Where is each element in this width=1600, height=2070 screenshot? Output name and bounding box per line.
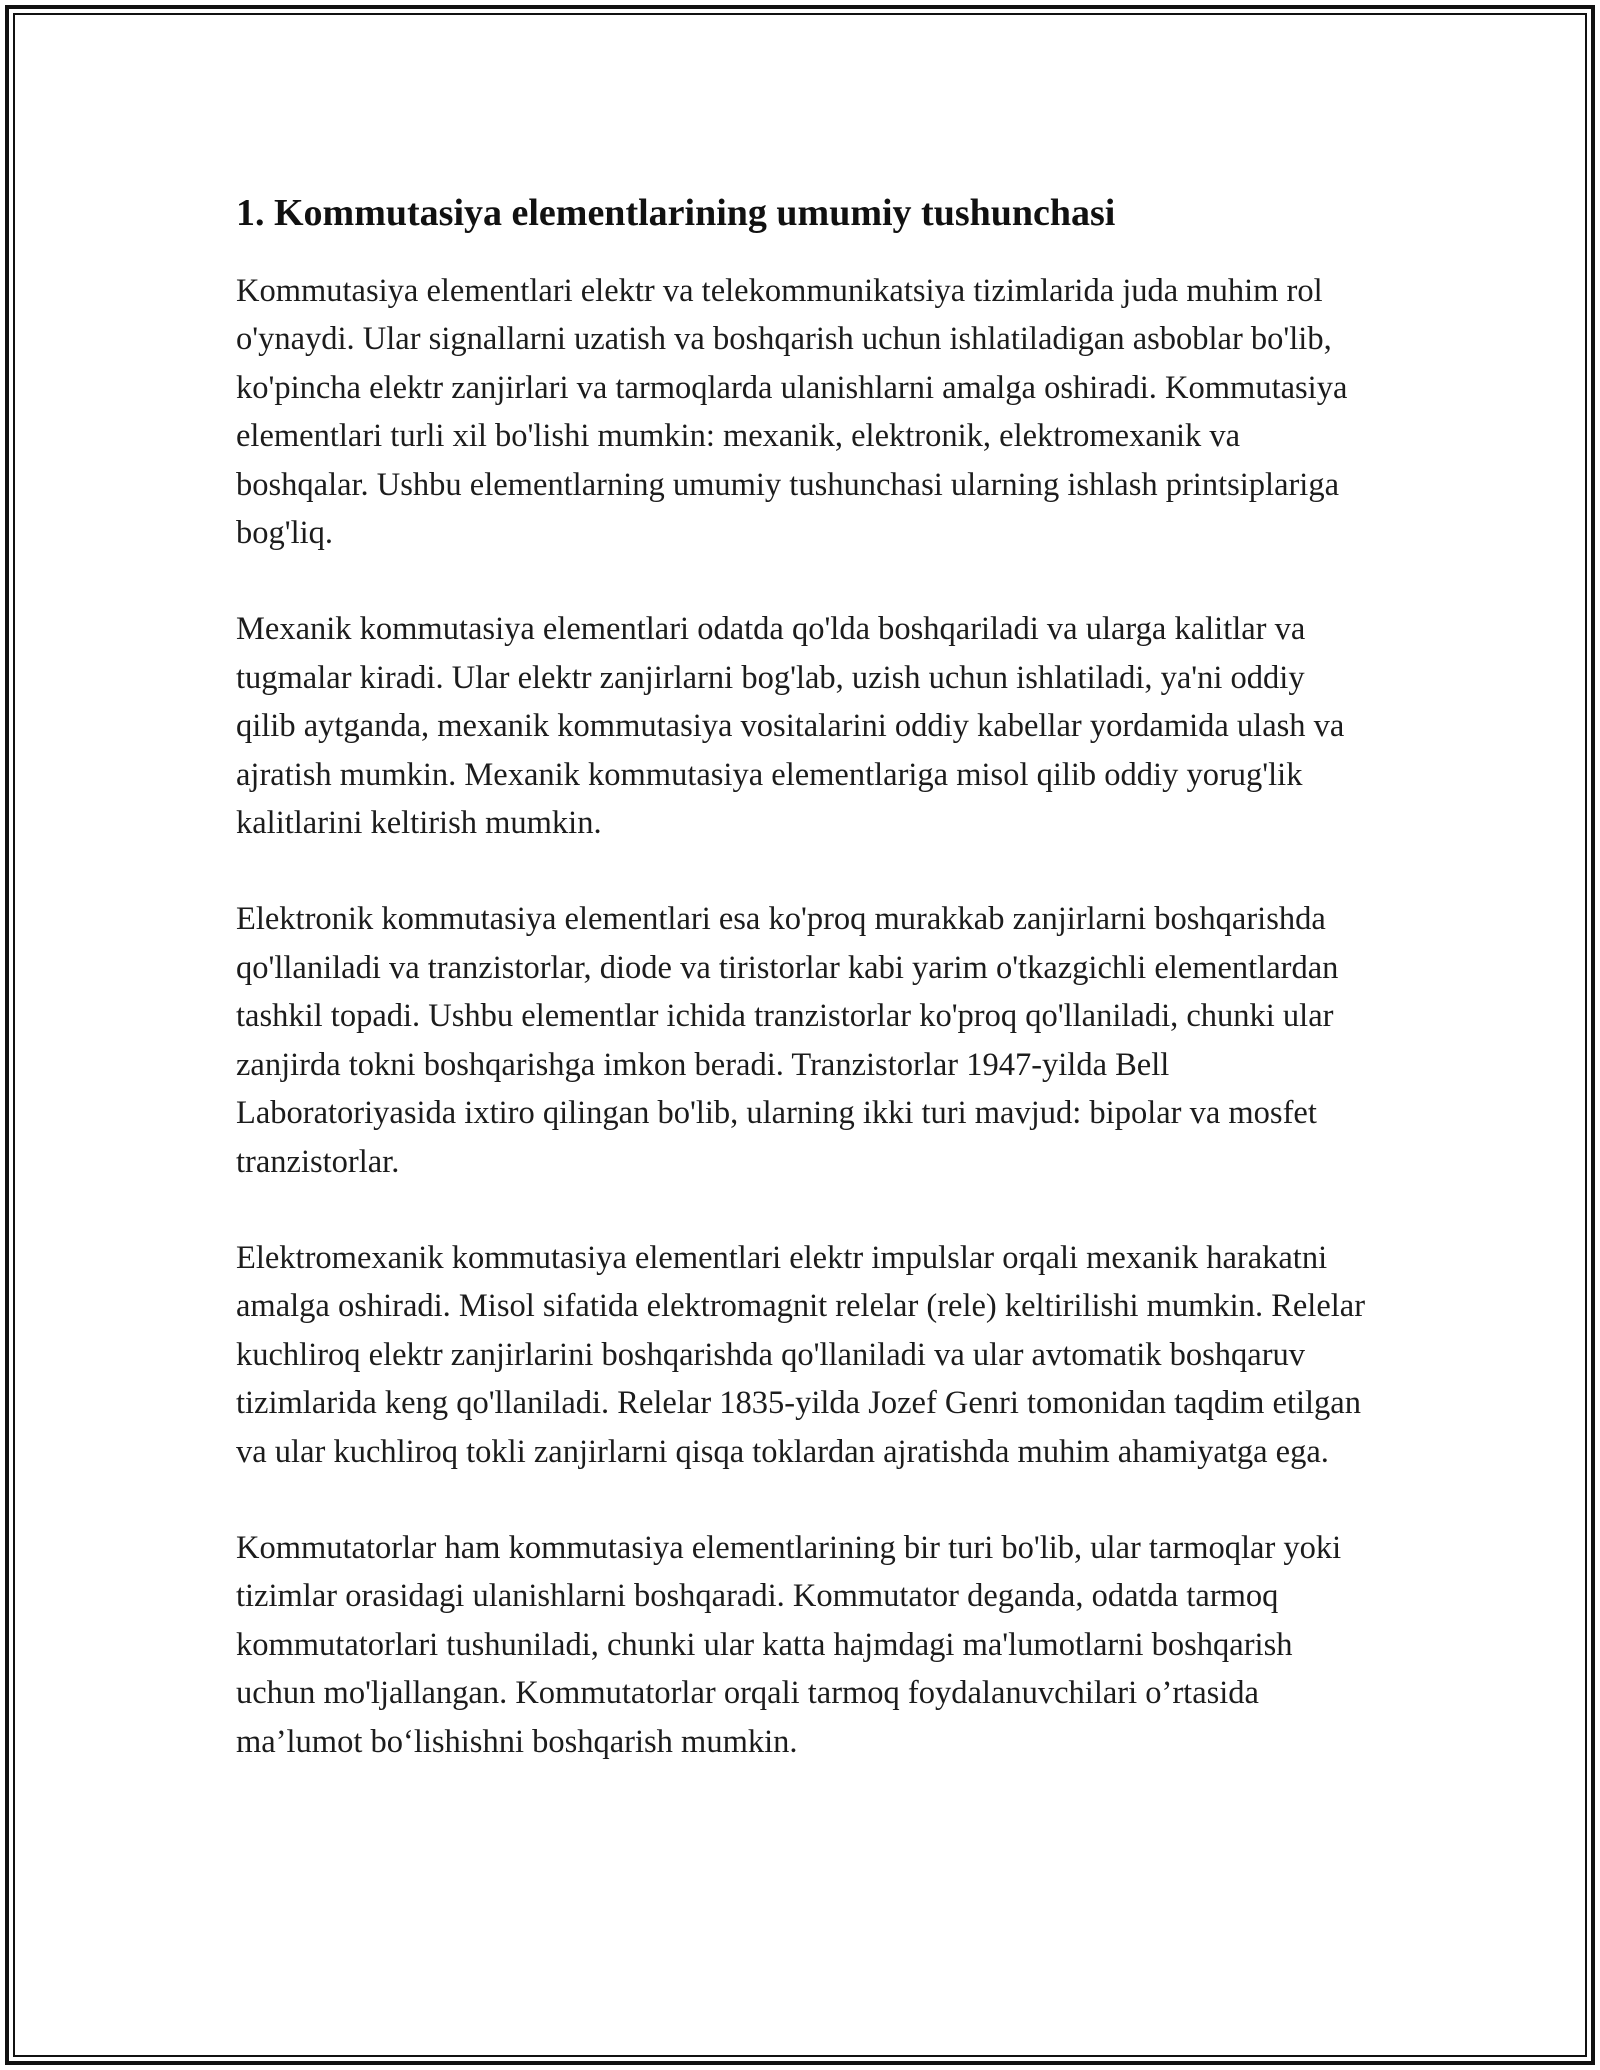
paragraph-electromechanical: Elektromexanik kommutasiya elementlari elektr impulslar orqali mexanik harakatni amalga oshiradi. Misol sifatida elektromagnit relelar (rele) keltirilishi mumkin. Relelar kuchliroq elektr zanjirlarini boshqarishda qo'llaniladi va ular avtomatik boshqaruv tizimlarida keng qo'llaniladi. Relelar 1835-yilda Jozef Genri tomonidan taqdim etilgan va ular kuchliroq tokli zanjirlarni qisqa toklardan ajratishda muhim ahamiyatga ega. <box>236 1239 1366 1470</box>
paragraph-switches: Kommutatorlar ham kommutasiya elementlarining bir turi bo'lib, ular tarmoqlar yoki tizimlar orasidagi ulanishlarni boshqaradi. Kommutator deganda, odatda tarmoq kommutatorlari tushuniladi, chunki ular katta hajmdagi ma'lumotlarni boshqarish uchun mo'ljallangan. Kommutatorlar orqali tarmoq foydalanuvchilari o’rtasida ma’lumot bo‘lishishni boshqarish mumkin. <box>236 1529 1342 1760</box>
section-title: 1. Kommutasiya elementlarining umumiy tushunchasi <box>236 192 1116 234</box>
paragraph-mechanical: Mexanik kommutasiya elementlari odatda qo'lda boshqariladi va ularga kalitlar va tugmalar kiradi. Ular elektr zanjirlarni bog'lab, uzish uchun ishlatiladi, ya'ni oddiy qilib aytganda, mexanik kommutasiya vositalarini oddiy kabellar yordamida ulash va ajratish mumkin. Mexanik kommutasiya elementlariga misol qilib oddiy yorug'lik kalitlarini keltirish mumkin. <box>236 611 1345 842</box>
paragraph-intro: Kommutasiya elementlari elektr va telekommunikatsiya tizimlarida juda muhim rol o'ynaydi. Ular signallarni uzatish va boshqarish uchun ishlatiladigan asboblar bo'lib, ko'pincha elektr zanjirlari va tarmoqlarda ulanishlarni amalga oshiradi. Kommutasiya elementlari turli xil bo'lishi mumkin: mexanik, elektronik, elektromexanik va boshqalar. Ushbu elementlarning umumiy tushunchasi ularning ishlash printsiplariga bog'liq. <box>236 273 1348 552</box>
document-page <box>236 185 1366 1766</box>
paragraph-electronic: Elektronik kommutasiya elementlari esa ko'proq murakkab zanjirlarni boshqarishda qo'llaniladi va tranzistorlar, diode va tiristorlar kabi yarim o'tkazgichli elementlardan tashkil topadi. Ushbu elementlar ichida tranzistorlar ko'proq qo'llaniladi, chunki ular zanjirda tokni boshqarishga imkon beradi. Tranzistorlar 1947-yilda Bell Laboratoriyasida ixtiro qilingan bo'lib, ularning ikki turi mavjud: bipolar va mosfet tranzistorlar. <box>236 901 1339 1180</box>
